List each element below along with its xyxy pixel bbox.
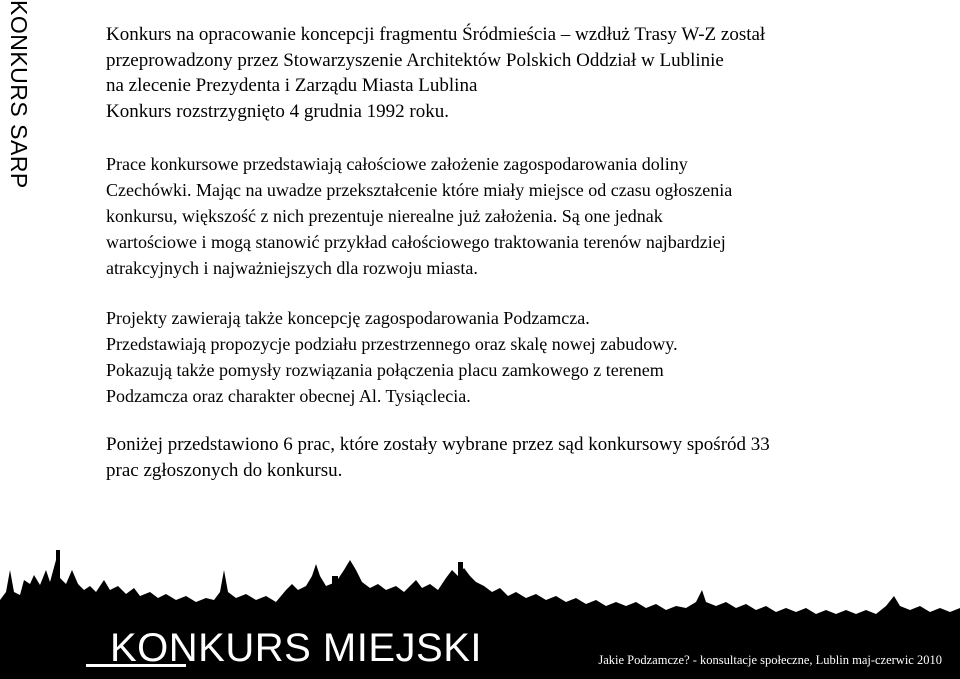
text-line: Czechówki. Mając na uwadze przekształcenie które miały miejsce od czasu ogłoszenia bbox=[106, 180, 733, 200]
paragraph-projects bbox=[106, 305, 678, 409]
text-line: Konkurs rozstrzygnięto 4 grudnia 1992 roku. bbox=[106, 100, 449, 122]
side-title bbox=[2, 0, 32, 200]
paragraph-selection bbox=[106, 432, 770, 484]
text-line: Pokazują także pomysły rozwiązania połączenia placu zamkowego z terenem bbox=[106, 360, 664, 380]
banner-title: KONKURS MIEJSKI bbox=[110, 626, 483, 670]
side-title-text: KONKURS SARP bbox=[6, 0, 32, 189]
text-line: atrakcyjnych i najważniejszych dla rozwoju miasta. bbox=[106, 258, 478, 278]
body-text bbox=[106, 22, 866, 481]
footer-caption: Jakie Podzamcze? - konsultacje społeczne, Lublin maj-czerwic 2010 bbox=[598, 653, 942, 667]
text-line: Prace konkursowe przedstawiają całościowe założenie zagospodarowania doliny bbox=[106, 154, 688, 174]
text-line: wartościowe i mogą stanowić przykład całościowego traktowania terenów najbardziej bbox=[106, 232, 726, 252]
text-line: prac zgłoszonych do konkursu. bbox=[106, 460, 343, 481]
text-line: konkursu, większość z nich prezentuje nierealne już założenia. Są one jednak bbox=[106, 206, 663, 226]
text-line: na zlecenie Prezydenta i Zarządu Miasta Lublina bbox=[106, 75, 478, 96]
text-line: Przedstawiają propozycje podziału przestrzennego oraz skalę nowej zabudowy. bbox=[106, 334, 678, 354]
text-line: przeprowadzony przez Stowarzyszenie Architektów Polskich Oddział w Lublinie bbox=[106, 49, 724, 71]
paragraph-intro bbox=[106, 22, 866, 124]
text-line: Poniżej przedstawiono 6 prac, które zostały wybrane przez sąd konkursowy spośród 33 bbox=[106, 434, 770, 455]
text-line: Projekty zawierają także koncepcję zagospodarowania Podzamcza. bbox=[106, 308, 590, 328]
paragraph-works bbox=[106, 151, 732, 281]
text-line: Konkurs na opracowanie koncepcji fragmentu Śródmieścia – wzdłuż Trasy W-Z został bbox=[106, 24, 766, 45]
text-line: Podzamcza oraz charakter obecnej Al. Tysiąclecia. bbox=[106, 386, 471, 406]
